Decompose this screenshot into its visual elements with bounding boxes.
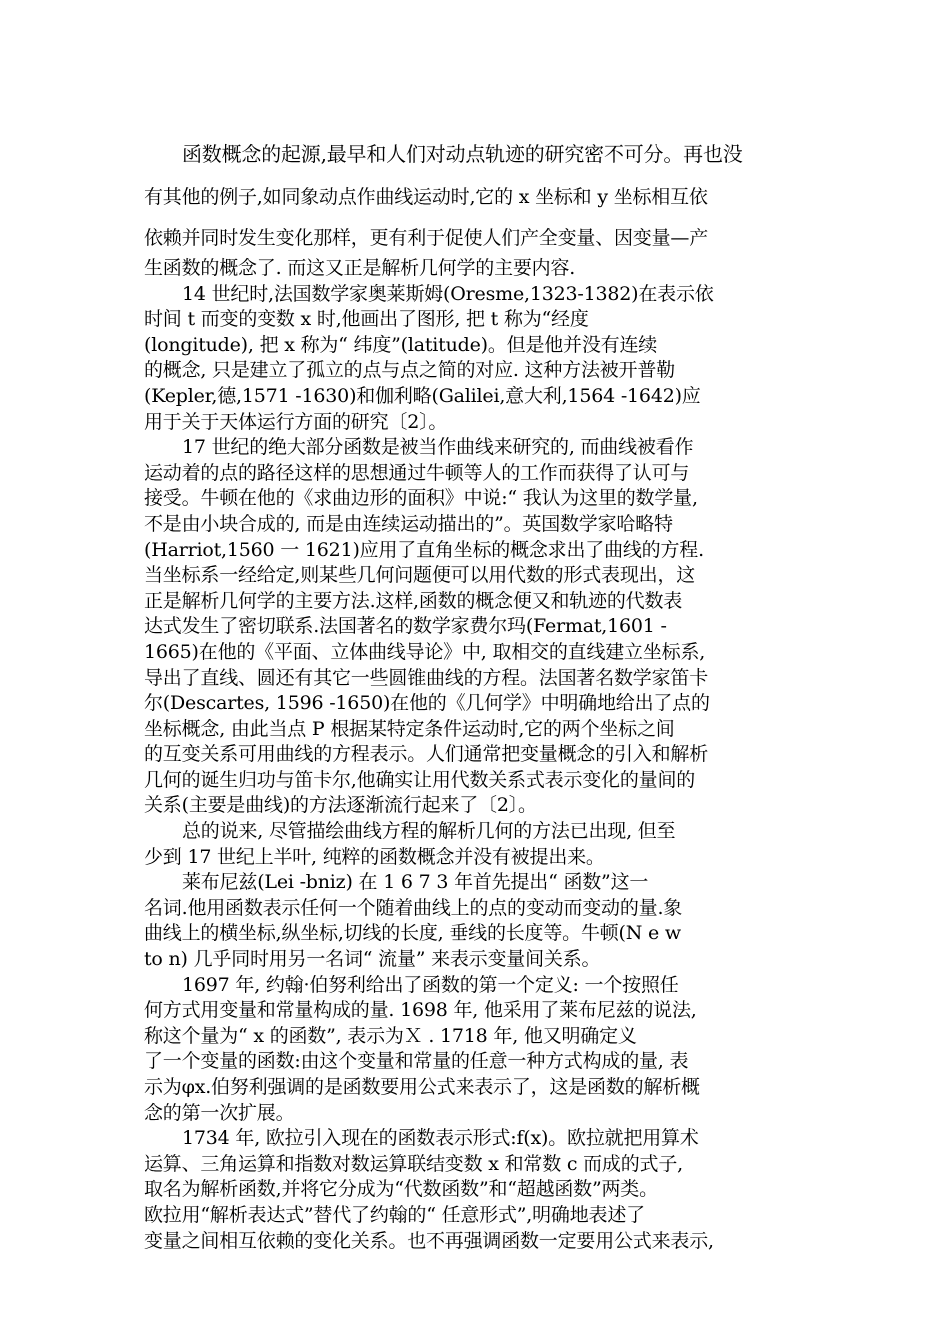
text-line: 用于关于天体运行方面的研究〔2〕。 [144, 410, 448, 433]
text-line: 不是由小块合成的, 而是由连续运动描出的”。英国数学家哈略特 [144, 512, 673, 535]
text-line: 生函数的概念了. 而这又正是解析几何学的主要内容. [144, 257, 576, 279]
text-line: 1665)在他的《平面、立体曲线导论》中, 取相交的直线建立坐标系, [144, 640, 706, 663]
text-line: 导出了直线、圆还有其它一些圆锥曲线的方程。法国著名数学家笛卡 [144, 666, 709, 689]
text-line: 几何的诞生归功与笛卡尔,他确实让用代数关系式表示变化的量间的 [144, 768, 696, 791]
text-line: 曲线上的横坐标,纵坐标,切线的长度, 垂线的长度等。牛顿(N e w [144, 922, 681, 945]
text-line: (Kepler,德,1571 -1630)和伽利略(Galilei,意大利,1564 -1642)应 [144, 384, 701, 407]
text-line: 1734 年, 欧拉引入现在的函数表示形式:f(x)。欧拉就把用算术 [182, 1127, 699, 1150]
text-line: (longitude), 把 x 称为“ 纬度”(latitude)。但是他并没有连续 [144, 333, 658, 356]
text-line: 14 世纪时,法国数学家奥莱斯姆(Oresme,1323-1382)在表示依 [182, 282, 714, 305]
text-line: 的概念, 只是建立了孤立的点与点之简的对应. 这种方法被开普勒 [144, 359, 675, 382]
text-line: 尔(Descartes, 1596 -1650)在他的《几何学》中明确地给出了点的 [144, 692, 710, 715]
text-line: 取名为解析函数,并将它分成为“代数函数”和“超越函数”两类。 [144, 1178, 658, 1201]
text-line: 17 世纪的绝大部分函数是被当作曲线来研究的, 而曲线被看作 [182, 436, 694, 459]
text-line: 的互变关系可用曲线的方程表示。人们通常把变量概念的引入和解析 [144, 743, 709, 766]
text-line: to n) 几乎同时用另一名词“ 流量” 来表示变量间关系。 [144, 948, 601, 971]
text-line: 当坐标系一经给定,则某些几何问题便可以用代数的形式表现出，这 [144, 564, 696, 587]
text-line: 函数概念的起源,最早和人们对动点轨迹的研究密不可分。再也没 [182, 142, 743, 166]
text-line: 接受。牛顿在他的《求曲边形的面积》中说:“ 我认为这里的数学量, [144, 487, 698, 510]
text-line: 有其他的例子,如同象动点作曲线运动时,它的 x 坐标和 y 坐标相互依 [144, 186, 708, 208]
text-line: 何方式用变量和常量构成的量. 1698 年, 他采用了莱布尼兹的说法, [144, 999, 697, 1022]
text-line: 示为φx.伯努利强调的是函数要用公式来表示了，这是函数的解析概 [144, 1076, 700, 1098]
text-line: 称这个量为“ x 的函数”, 表示为Ｘ . 1718 年, 他又明确定义 [144, 1024, 637, 1047]
text-line: (Harriot,1560 一 1621)应用了直角坐标的概念求出了曲线的方程. [144, 538, 704, 561]
text-line: 正是解析几何学的主要方法.这样,函数的概念便又和轨迹的代数表 [144, 589, 683, 612]
text-line: 名词.他用函数表示任何一个随着曲线上的点的变动而变动的量.象 [144, 896, 683, 919]
text-line: 运算、三角运算和指数对数运算联结变数 x 和常数 c 而成的式子, [144, 1152, 683, 1175]
text-line: 关系(主要是曲线)的方法逐渐流行起来了〔2〕。 [144, 794, 537, 817]
text-line: 运动着的点的路径这样的思想通过牛顿等人的工作而获得了认可与 [144, 461, 690, 484]
document-body [144, 134, 814, 1254]
text-line: 莱布尼兹(Lei -bniz) 在 1 6 7 3 年首先提出“ 函数”这一 [182, 871, 649, 894]
text-line: 坐标概念, 由此当点 P 根据某特定条件运动时,它的两个坐标之间 [144, 717, 675, 740]
text-line: 变量之间相互依赖的变化关系。也不再强调函数一定要用公式来表示, [144, 1229, 714, 1252]
text-line: 时间 t 而变的变数 x 时,他画出了图形, 把 t 称为“经度 [144, 308, 589, 331]
text-line: 念的第一次扩展。 [144, 1101, 295, 1124]
text-line: 欧拉用“解析表达式”替代了约翰的“ 任意形式”,明确地表述了 [144, 1203, 645, 1226]
text-line: 依赖并同时发生变化那样，更有利于促使人们产全变量、因变量—产 [144, 227, 709, 249]
text-line: 达式发生了密切联系.法国著名的数学家费尔玛(Fermat,1601 - [144, 615, 667, 638]
text-line: 总的说来, 尽管描绘曲线方程的解析几何的方法已出现, 但至 [182, 820, 676, 843]
text-line: 了一个变量的函数:由这个变量和常量的任意一种方式构成的量, 表 [144, 1050, 689, 1073]
text-line: 1697 年, 约翰·伯努利给出了函数的第一个定义: 一个按照任 [182, 973, 679, 996]
text-line: 少到 17 世纪上半叶, 纯粹的函数概念并没有被提出来。 [144, 845, 605, 868]
